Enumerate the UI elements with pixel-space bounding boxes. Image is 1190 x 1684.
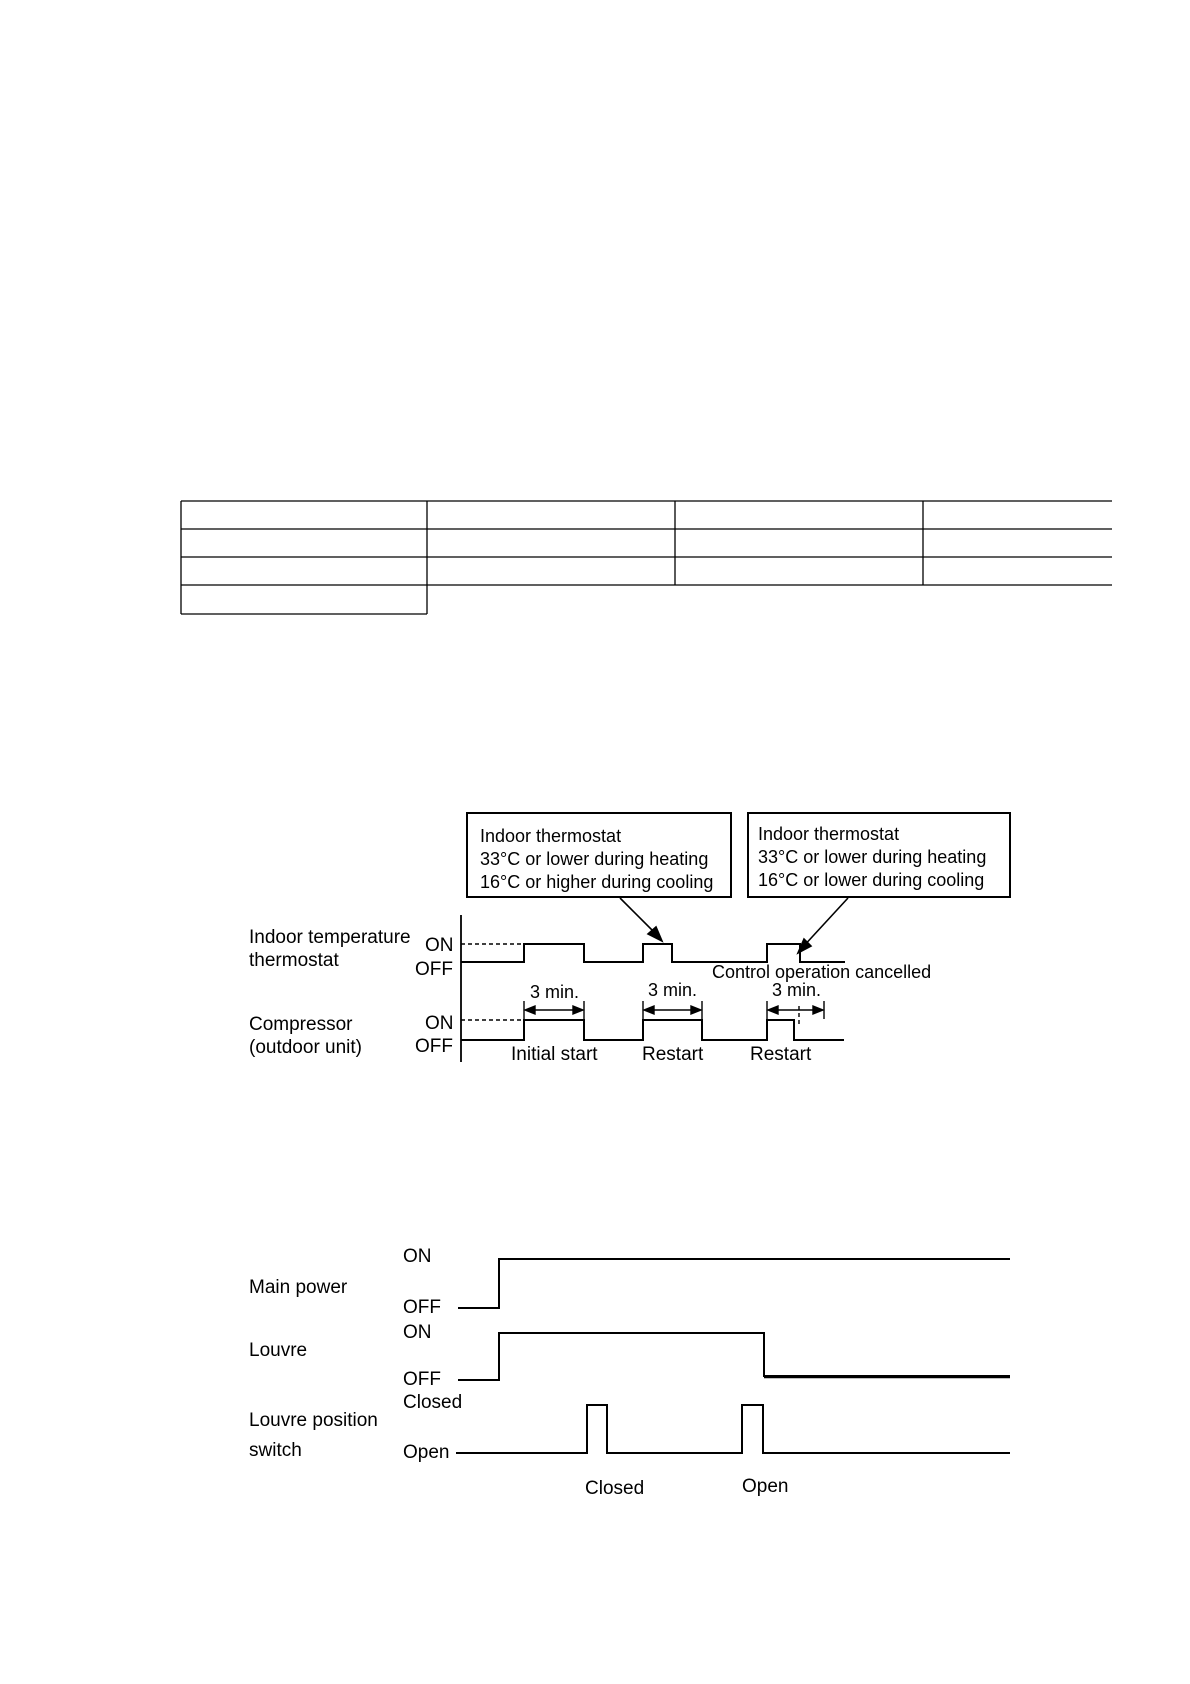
event-open-label: Open	[742, 1476, 789, 1497]
interval2-label: 3 min.	[648, 980, 698, 1000]
event-label-restart-1: Restart	[642, 1044, 704, 1065]
interval3-label: 3 min.	[772, 980, 822, 1000]
compressor-on-label: ON	[425, 1013, 454, 1034]
louvre-waveform	[458, 1333, 1010, 1380]
compressor-label-line1: Compressor	[249, 1014, 353, 1035]
thermostat-on-label: ON	[425, 935, 454, 956]
louvre-off-label: OFF	[403, 1369, 441, 1390]
callout-right-line3: 16°C or lower during cooling	[758, 870, 985, 890]
callout-left-line3: 16°C or higher during cooling	[480, 872, 714, 892]
thermostat-label-line2: thermostat	[249, 950, 339, 971]
main-power-off-label: OFF	[403, 1297, 441, 1318]
thermostat-label-line1: Indoor temperature	[249, 927, 411, 948]
louvre-switch-waveform	[456, 1405, 1010, 1453]
callout-left-line2: 33°C or lower during heating	[480, 849, 709, 869]
switch-closed-label: Closed	[403, 1392, 463, 1413]
event-label-restart-2: Restart	[750, 1044, 812, 1065]
thermostat-off-label: OFF	[415, 959, 453, 980]
compressor-off-label: OFF	[415, 1036, 453, 1057]
compressor-label-line2: (outdoor unit)	[249, 1037, 363, 1058]
switch-open-label: Open	[403, 1442, 450, 1463]
callout-right-line1: Indoor thermostat	[758, 824, 900, 844]
louvre-on-label: ON	[403, 1322, 432, 1343]
main-power-on-label: ON	[403, 1246, 432, 1267]
control-cancelled-label: Control operation cancelled	[712, 962, 932, 982]
interval1-label: 3 min.	[530, 982, 580, 1002]
louvre-switch-label-line2: switch	[249, 1440, 302, 1461]
main-power-label: Main power	[249, 1277, 348, 1298]
event-label-initial-start: Initial start	[511, 1044, 598, 1065]
callout-left-line1: Indoor thermostat	[480, 826, 622, 846]
event-closed-label: Closed	[585, 1478, 645, 1499]
louvre-label: Louvre	[249, 1340, 308, 1361]
louvre-switch-label-line1: Louvre position	[249, 1410, 378, 1431]
callout-right-line2: 33°C or lower during heating	[758, 847, 987, 867]
main-power-waveform	[458, 1259, 1010, 1308]
